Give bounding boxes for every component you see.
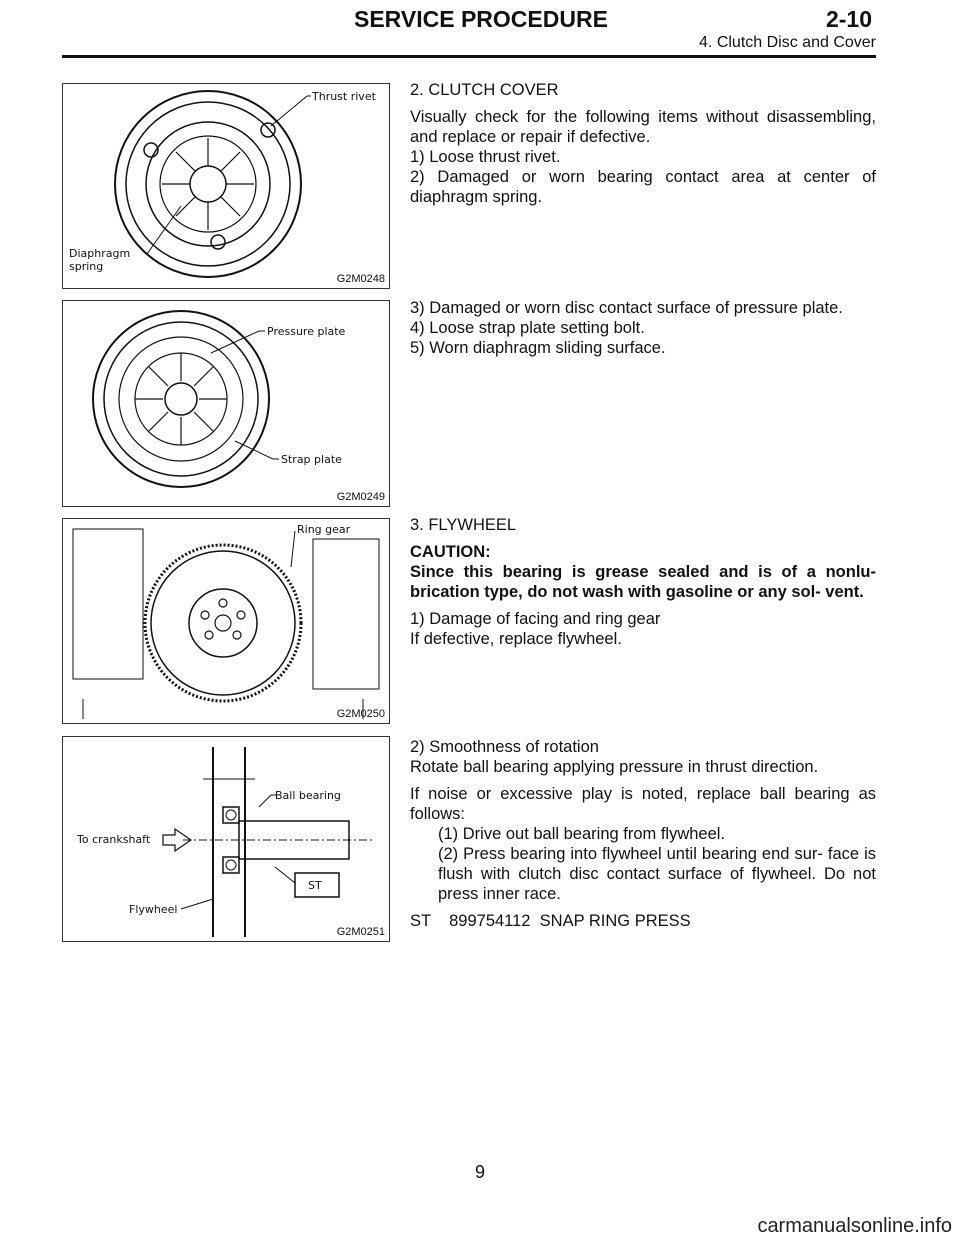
clutch-cover-item-3: 3) Damaged or worn disc contact surface of pressure plate. (410, 299, 843, 317)
flywheel-section (410, 515, 876, 649)
flywheel-rotation-section (410, 737, 876, 931)
ball-bearing-illustration (63, 737, 389, 941)
caution-label: CAUTION: (410, 543, 491, 561)
chapter-subtitle: 4. Clutch Disc and Cover (699, 34, 876, 51)
figure-code: G2M0251 (336, 926, 385, 938)
label-spring: spring (69, 260, 104, 273)
flywheel-item-2-text: Rotate ball bearing applying pressure in thrust direction. (410, 758, 819, 776)
flywheel-heading: 3. FLYWHEEL (410, 516, 517, 534)
figure-pressure-plate (62, 300, 390, 507)
section-title: SERVICE PROCEDURE (354, 6, 608, 32)
figure-code: G2M0250 (336, 708, 385, 720)
watermark: carmanualsonline.info (757, 1215, 952, 1237)
figure-code: G2M0249 (336, 491, 385, 503)
figure-ring-gear (62, 518, 390, 724)
page-number: 9 (474, 1162, 485, 1182)
clutch-cover-section-continued (410, 298, 876, 358)
ring-gear-illustration (63, 519, 389, 723)
clutch-cover-item-1: 1) Loose thrust rivet. (410, 148, 561, 166)
special-tool: ST 899754112 SNAP RING PRESS (410, 912, 691, 930)
flywheel-item-2-title: 2) Smoothness of rotation (410, 738, 599, 756)
chapter-number: 2-10 (825, 6, 872, 32)
flywheel-step-1: (1) Drive out ball bearing from flywheel. (438, 825, 726, 843)
clutch-cover-intro: Visually check for the following items without disassembling, and replace or repair if defective. (410, 108, 876, 146)
flywheel-step-2: (2) Press bearing into flywheel until bearing end sur- face is flush with clutch disc contact surface of flywheel. Do not press inner race. (438, 845, 876, 903)
figure-clutch-cover (62, 83, 390, 289)
figure-code: G2M0248 (336, 273, 385, 285)
flywheel-item-2-note: If noise or excessive play is noted, replace ball bearing as follows: (410, 785, 876, 823)
clutch-cover-section (410, 80, 876, 207)
label-ring-gear: Ring gear (297, 523, 351, 536)
label-ball-bearing: Ball bearing (275, 789, 341, 802)
flywheel-item-1-text: If defective, replace flywheel. (410, 630, 622, 648)
caution-text: Since this bearing is grease sealed and is of a nonlu- brication type, do not wash with gasoline or any sol- vent. (410, 563, 876, 601)
clutch-cover-item-5: 5) Worn diaphragm sliding surface. (410, 339, 666, 357)
label-st: ST (308, 879, 322, 892)
label-strap-plate: Strap plate (281, 453, 342, 466)
label-thrust-rivet: Thrust rivet (312, 90, 376, 103)
header-rule (62, 55, 876, 58)
clutch-cover-heading: 2. CLUTCH COVER (410, 81, 559, 99)
flywheel-item-1-title: 1) Damage of facing and ring gear (410, 610, 661, 628)
clutch-cover-item-4: 4) Loose strap plate setting bolt. (410, 319, 645, 337)
label-to-crankshaft: To crankshaft (77, 833, 151, 846)
label-flywheel: Flywheel (129, 903, 178, 916)
pressure-plate-illustration (63, 301, 389, 506)
clutch-cover-item-2: 2) Damaged or worn bearing contact area at center of diaphragm spring. (410, 168, 876, 206)
figure-ball-bearing (62, 736, 390, 942)
label-diaphragm: Diaphragm (69, 247, 131, 260)
clutch-cover-illustration (63, 84, 389, 288)
label-pressure-plate: Pressure plate (267, 325, 346, 338)
